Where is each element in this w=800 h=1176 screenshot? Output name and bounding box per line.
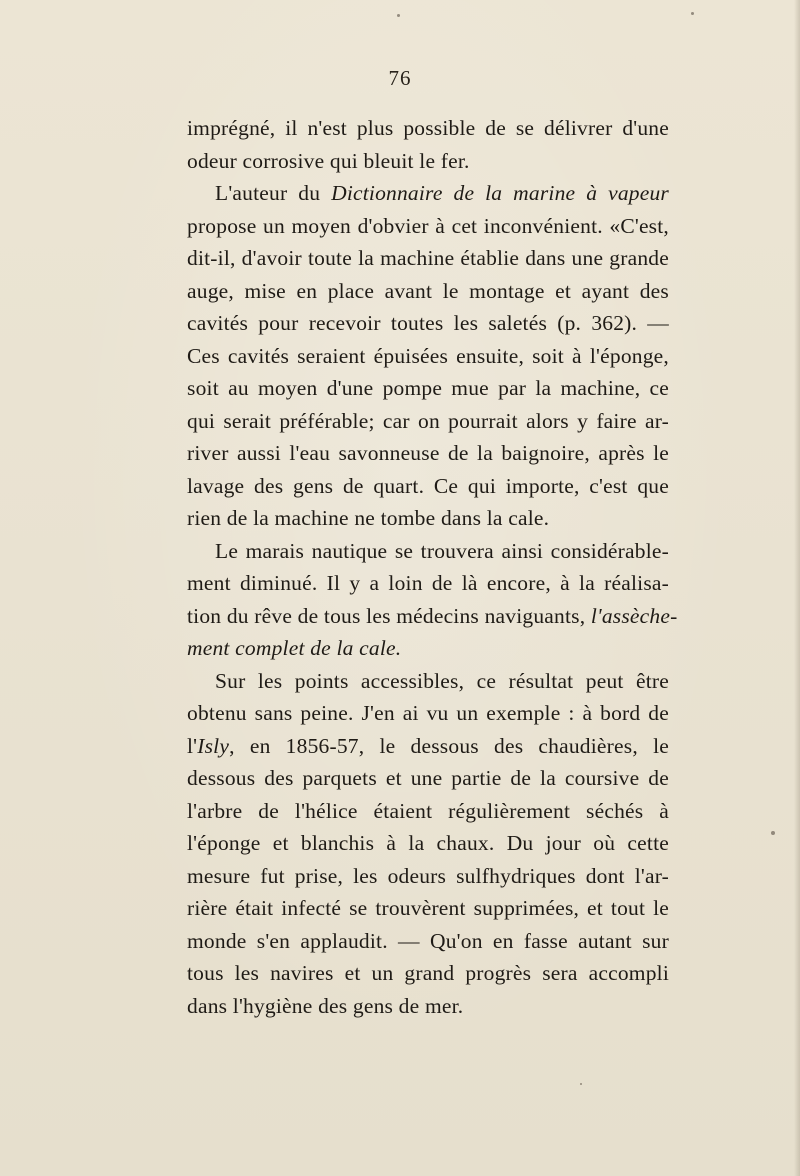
text-line: [187, 990, 669, 1023]
text-run: ment diminué. Il y a loin de là encore, à la réalisa-: [187, 571, 669, 595]
text-line: [187, 827, 669, 860]
text-run: mesure fut prise, les odeurs sulfhydriques dont l'ar-: [187, 863, 669, 888]
text-line: [187, 437, 669, 470]
text-line: [187, 762, 669, 795]
text-run: imprégné, il n'est plus possible de se délivrer d'une: [187, 116, 669, 140]
text-line: [187, 242, 669, 275]
text-run: L'auteur du: [215, 181, 332, 205]
text-run: l'éponge et blanchis à la chaux. Du jour où cette: [187, 831, 669, 855]
text-run: rière était infecté se trouvèrent supprimées, et tout le: [187, 896, 669, 920]
paper-speck: [580, 1083, 582, 1085]
text-line: [187, 600, 678, 633]
italic-text: Dictionnaire de la marine à vapeur: [331, 181, 669, 205]
paper-speck: [691, 12, 694, 15]
text-line: [187, 567, 669, 600]
text-run: Le marais nautique se trouvera ainsi considérable-: [215, 538, 669, 563]
text-run: l'arbre de l'hélice étaient régulièrement séchés à: [187, 798, 669, 823]
text-line: [187, 860, 669, 893]
italic-text: Isly: [197, 733, 230, 758]
text-line: [187, 307, 669, 340]
text-line: [187, 535, 669, 568]
text-line: [187, 697, 669, 730]
italic-text: ment complet de la cale.: [187, 636, 402, 660]
text-run: Sur les points accessibles, ce résultat peut être: [215, 668, 669, 693]
text-line: [187, 177, 669, 210]
text-run: qui serait préférable; car on pourrait alors y faire ar-: [187, 408, 669, 433]
paper-speck: [771, 831, 775, 835]
text-line: [187, 665, 669, 698]
text-run: odeur corrosive qui bleuit le fer.: [187, 148, 470, 173]
text-run: , en 1856-57, le dessous des chaudières, le: [229, 733, 669, 758]
text-line: [187, 372, 669, 405]
text-line: [187, 632, 669, 665]
text-line: [187, 957, 669, 990]
text-line: [187, 210, 669, 243]
page-edge-shadow: [794, 0, 800, 1176]
text-run: monde s'en applaudit. — Qu'on en fasse autant sur: [187, 928, 669, 953]
text-run: soit au moyen d'une pompe mue par la machine, ce: [187, 376, 669, 400]
text-run: tion du rêve de tous les médecins naviguants,: [187, 603, 591, 628]
text-run: dessous des parquets et une partie de la coursive de: [187, 766, 669, 790]
text-run: auge, mise en place avant le montage et ayant des: [187, 278, 669, 303]
text-run: Ces cavités seraient épuisées ensuite, soit à l'éponge,: [187, 343, 669, 368]
text-run: cavités pour recevoir toutes les saletés (p. 362). —: [187, 311, 669, 335]
text-run: obtenu sans peine. J'en ai vu un exemple : à bord de: [187, 701, 669, 725]
text-run: rien de la machine ne tombe dans la cale.: [187, 506, 550, 530]
text-run: dit-il, d'avoir toute la machine établie dans une grande: [187, 246, 669, 270]
text-line: [187, 730, 669, 763]
text-line: [187, 925, 669, 958]
paper-speck: [397, 14, 400, 17]
text-line: [187, 502, 669, 535]
text-run: river aussi l'eau savonneuse de la baignoire, après le: [187, 441, 669, 465]
text-line: [187, 145, 669, 178]
page-number: 76: [388, 66, 412, 90]
text-run: tous les navires et un grand progrès sera accompli: [187, 961, 669, 985]
text-line: [187, 892, 669, 925]
text-run: lavage des gens de quart. Ce qui importe, c'est que: [187, 473, 669, 498]
text-line: [187, 112, 669, 145]
text-run: l': [187, 733, 198, 758]
text-run: dans l'hygiène des gens de mer.: [187, 993, 464, 1018]
body-text: [187, 112, 678, 1022]
text-line: [187, 795, 669, 828]
text-line: [187, 340, 669, 373]
italic-text: l'assèche-: [590, 603, 678, 628]
text-line: [187, 275, 669, 308]
text-line: [187, 470, 669, 503]
text-run: propose un moyen d'obvier à cet inconvénient. «C'est,: [187, 213, 669, 238]
text-line: [187, 405, 669, 438]
